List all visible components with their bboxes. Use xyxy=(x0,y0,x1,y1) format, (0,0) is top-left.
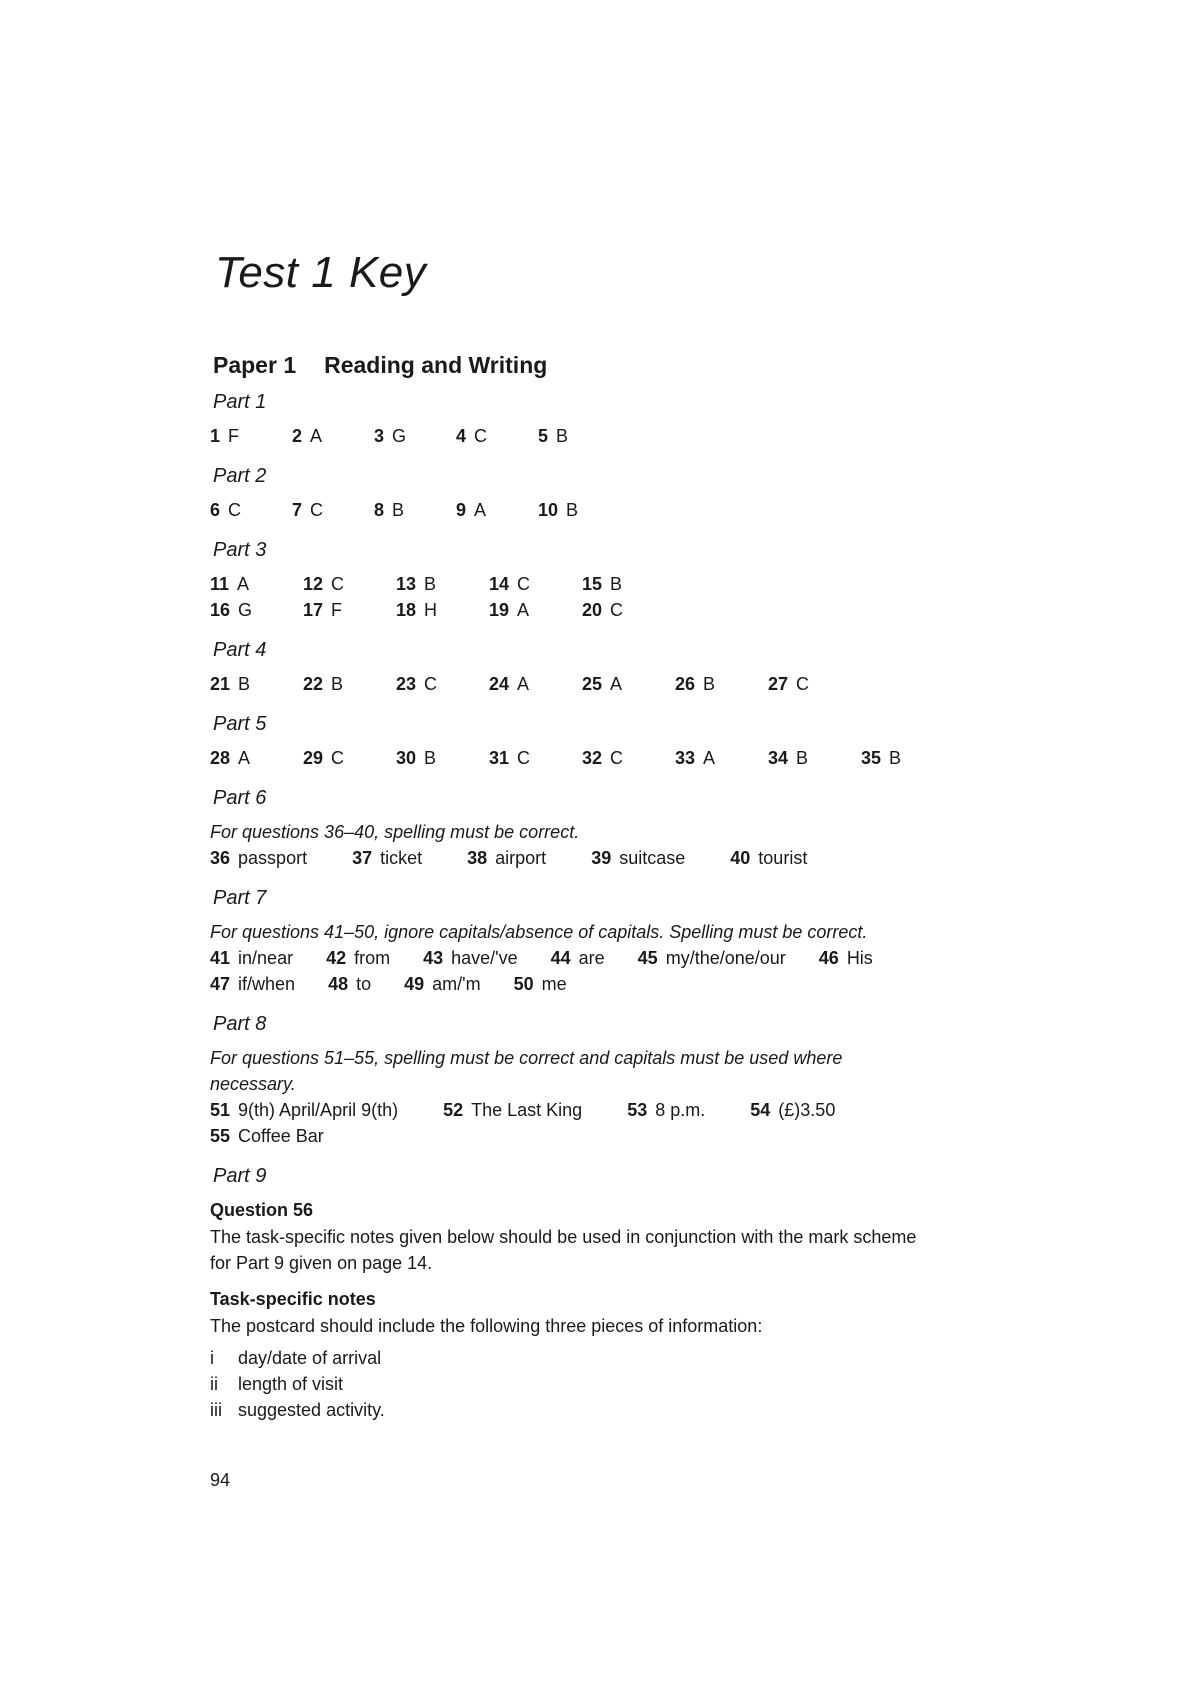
answer-row xyxy=(210,945,990,971)
answer-item: 16 G xyxy=(210,600,253,620)
answer-item: 49 am/'m xyxy=(404,974,481,994)
answer-item: 28 A xyxy=(210,748,251,768)
answer-item: 50 me xyxy=(513,974,567,994)
part-1-label: Part 1 xyxy=(213,391,267,413)
answer-item: 36 passport xyxy=(210,848,308,868)
answer-item: 23 C xyxy=(396,674,438,694)
notes-intro: The postcard should include the following three pieces of information: xyxy=(210,1316,763,1336)
part-9-section xyxy=(210,1197,990,1423)
answer-item: 37 ticket xyxy=(352,848,423,868)
part-2-label: Part 2 xyxy=(213,465,267,487)
answer-row xyxy=(210,1097,990,1123)
answer-item: 46 His xyxy=(818,948,873,968)
part-7-label: Part 7 xyxy=(213,887,267,909)
answer-item: 24 A xyxy=(489,674,530,694)
answer-row xyxy=(210,671,990,697)
answer-item: 32 C xyxy=(582,748,624,768)
answer-item: 20 C xyxy=(582,600,624,620)
answer-item: 14 C xyxy=(489,574,531,594)
answer-row xyxy=(210,571,990,597)
answer-item: 22 B xyxy=(303,674,344,694)
page-number: 94 xyxy=(210,1470,231,1490)
answer-item: 39 suitcase xyxy=(591,848,686,868)
answer-item: 51 9(th) April/April 9(th) xyxy=(210,1100,399,1120)
part-8-note: For questions 51–55, spelling must be correct and capitals must be used where necessary. xyxy=(210,1048,843,1094)
answer-item: 35 B xyxy=(861,748,902,768)
answer-row xyxy=(210,497,990,523)
part-7-answers xyxy=(210,919,990,997)
part-9-label: Part 9 xyxy=(213,1165,267,1187)
answer-item: 45 my/the/one/our xyxy=(637,948,786,968)
answer-item: 34 B xyxy=(768,748,809,768)
answer-item: 12 C xyxy=(303,574,345,594)
answer-item: 52 The Last King xyxy=(443,1100,583,1120)
answer-item: 8 B xyxy=(374,500,405,520)
answer-row xyxy=(210,597,990,623)
answer-item: 13 B xyxy=(396,574,437,594)
answer-item: 5 B xyxy=(538,426,569,446)
part-6-label: Part 6 xyxy=(213,787,267,809)
answer-item: 9 A xyxy=(456,500,487,520)
answer-item: 55 Coffee Bar xyxy=(210,1126,324,1146)
page-title: Test 1 Key xyxy=(215,248,427,297)
part-6-note: For questions 36–40, spelling must be correct. xyxy=(210,822,580,842)
answer-item: 44 are xyxy=(550,948,605,968)
list-item: i day/date of arrival xyxy=(210,1348,382,1368)
part-3-answers xyxy=(210,571,990,623)
answer-item: 40 tourist xyxy=(730,848,808,868)
notes-heading: Task-specific notes xyxy=(210,1289,376,1309)
part-8-answers xyxy=(210,1045,990,1149)
part-6-answers xyxy=(210,819,990,871)
answer-item: 19 A xyxy=(489,600,530,620)
answer-item: 29 C xyxy=(303,748,345,768)
answer-row xyxy=(210,1123,990,1149)
answer-item: 26 B xyxy=(675,674,716,694)
part-4-answers xyxy=(210,671,990,697)
list-item: iii suggested activity. xyxy=(210,1400,385,1420)
part-3-label: Part 3 xyxy=(213,539,267,561)
answer-item: 6 C xyxy=(210,500,242,520)
answer-item: 43 have/'ve xyxy=(423,948,518,968)
answer-item: 4 C xyxy=(456,426,488,446)
answer-item: 42 from xyxy=(326,948,391,968)
answer-item: 15 B xyxy=(582,574,623,594)
part-8-label: Part 8 xyxy=(213,1013,267,1035)
part-1-answers xyxy=(210,423,990,449)
answer-item: 17 F xyxy=(303,600,343,620)
paper-number: Paper 1 xyxy=(213,352,297,378)
answer-item: 31 C xyxy=(489,748,531,768)
answer-item: 33 A xyxy=(675,748,716,768)
part-9-intro: The task-specific notes given below should be used in conjunction with the mark scheme for Part 9 given on page 14. xyxy=(210,1227,917,1273)
part-5-answers xyxy=(210,745,990,771)
answer-item: 48 to xyxy=(328,974,372,994)
answer-item: 2 A xyxy=(292,426,323,446)
answer-row xyxy=(210,845,990,871)
answer-item: 10 B xyxy=(538,500,579,520)
answer-item: 3 G xyxy=(374,426,407,446)
answer-item: 53 8 p.m. xyxy=(627,1100,706,1120)
answer-item: 27 C xyxy=(768,674,810,694)
list-item: ii length of visit xyxy=(210,1374,344,1394)
part-5-label: Part 5 xyxy=(213,713,267,735)
answer-row xyxy=(210,423,990,449)
answer-item: 7 C xyxy=(292,500,324,520)
part-7-note: For questions 41–50, ignore capitals/absence of capitals. Spelling must be correct. xyxy=(210,922,868,942)
answer-item: 21 B xyxy=(210,674,251,694)
answer-item: 1 F xyxy=(210,426,240,446)
answer-item: 41 in/near xyxy=(210,948,294,968)
answer-row xyxy=(210,745,990,771)
answer-key xyxy=(210,352,990,1423)
answer-item: 18 H xyxy=(396,600,438,620)
answer-item: 25 A xyxy=(582,674,623,694)
answer-item: 47 if/when xyxy=(210,974,296,994)
answer-item: 11 A xyxy=(210,574,250,594)
part-4-label: Part 4 xyxy=(213,639,267,661)
paper-heading xyxy=(213,352,990,379)
answer-item: 38 airport xyxy=(467,848,547,868)
answer-row xyxy=(210,971,990,997)
answer-item: 54 (£)3.50 xyxy=(750,1100,836,1120)
part-2-answers xyxy=(210,497,990,523)
question-heading: Question 56 xyxy=(210,1200,314,1220)
paper-name: Reading and Writing xyxy=(324,352,548,378)
answer-item: 30 B xyxy=(396,748,437,768)
